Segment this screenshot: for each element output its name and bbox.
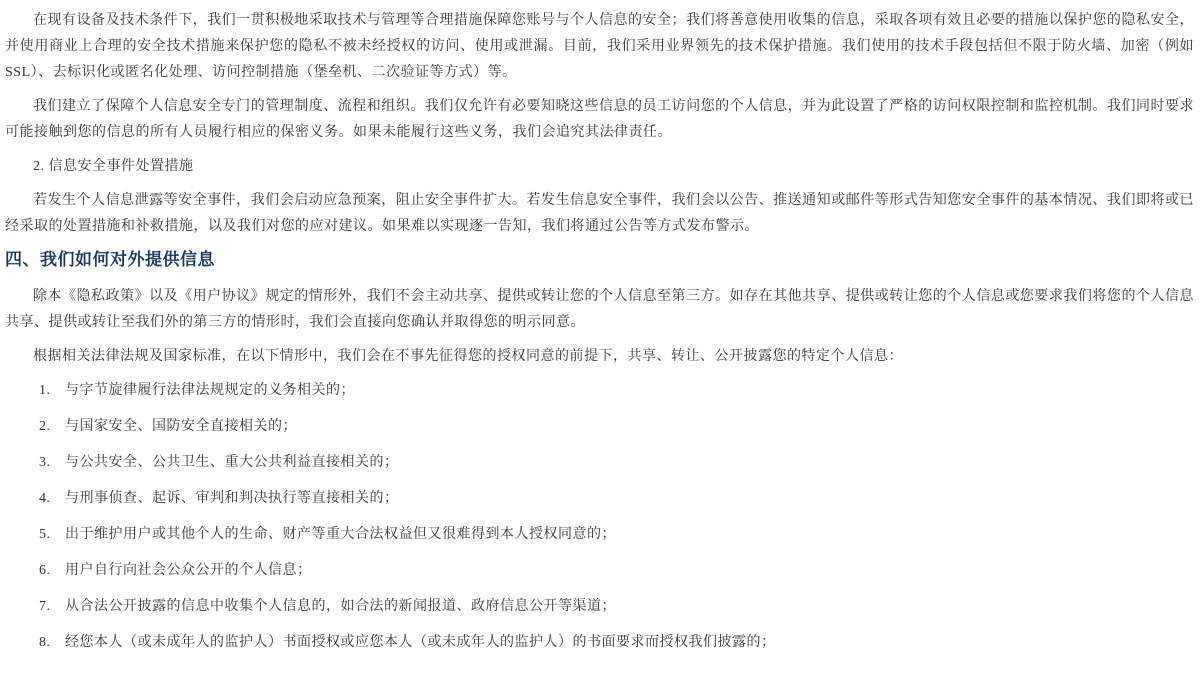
list-item <box>39 414 1194 440</box>
subheading-security-incident: 2. 信息安全事件处置措施 <box>33 159 194 174</box>
list-item <box>39 558 1194 584</box>
paragraph-incident-response: 若发生个人信息泄露等安全事件，我们会启动应急预案，阻止安全事件扩大。若发生信息安全事件，我们会以公告、推送通知或邮件等形式告知您安全事件的基本情况、我们即将或已经采取的处置措施和补救措施，以及我们对您的应对建议。如果难以实现逐一告知，我们将通过公告等方式发布警示。 <box>5 193 1194 234</box>
list-item-text: 用户自行向社会公众公开的个人信息； <box>65 563 312 578</box>
list-item <box>39 450 1194 476</box>
list-item-text: 与字节旋律履行法律法规规定的义务相关的； <box>65 383 355 398</box>
list-item-text: 出于维护用户或其他个人的生命、财产等重大合法权益但又很难得到本人授权同意的； <box>65 527 616 542</box>
section-heading-external-provision: 四、我们如何对外提供信息 <box>5 250 215 269</box>
list-item-number: 2. <box>39 419 51 434</box>
list-item <box>39 522 1194 548</box>
list-item <box>39 630 1194 656</box>
list-item-number: 3. <box>39 455 51 470</box>
list-item <box>39 486 1194 512</box>
list-item-number: 5. <box>39 527 51 542</box>
paragraph-no-active-sharing: 除本《隐私政策》以及《用户协议》规定的情形外，我们不会主动共享、提供或转让您的个人信息至第三方。如存在其他共享、提供或转让您的个人信息或您要求我们将您的个人信息共享、提供或转让至我们外的第三方的情形时，我们会直接向您确认并取得您的明示同意。 <box>5 289 1194 330</box>
list-item-number: 6. <box>39 563 51 578</box>
list-item-number: 8. <box>39 635 51 650</box>
exception-list <box>5 378 1194 656</box>
list-item-text: 与国家安全、国防安全直接相关的； <box>65 419 297 434</box>
list-item <box>39 378 1194 404</box>
paragraph-security-measures: 在现有设备及技术条件下，我们一贯积极地采取技术与管理等合理措施保障您账号与个人信息的安全；我们将善意使用收集的信息，采取各项有效且必要的措施以保护您的隐私安全，并使用商业上合理的安全技术措施来保护您的隐私不被未经授权的访问、使用或泄漏。目前，我们采用业界领先的技术保护措施。我们使用的技术手段包括但不限于防火墙、加密（例如SSL）、去标识化或匿名化处理、访问控制措施（堡垒机、二次验证等方式）等。 <box>5 13 1194 80</box>
list-item-number: 1. <box>39 383 51 398</box>
list-item-text: 与公共安全、公共卫生、重大公共利益直接相关的； <box>65 455 399 470</box>
list-item-text: 与刑事侦查、起诉、审判和判决执行等直接相关的； <box>65 491 399 506</box>
paragraph-management-system: 我们建立了保障个人信息安全专门的管理制度、流程和组织。我们仅允许有必要知晓这些信息的员工访问您的个人信息，并为此设置了严格的访问权限控制和监控机制。我们同时要求可能接触到您的信息的所有人员履行相应的保密义务。如果未能履行这些义务，我们会追究其法律责任。 <box>5 99 1194 140</box>
list-item <box>39 594 1194 620</box>
paragraph-exceptions-intro: 根据相关法律法规及国家标准，在以下情形中，我们会在不事先征得您的授权同意的前提下，共享、转让、公开披露您的特定个人信息： <box>33 349 903 364</box>
list-item-number: 7. <box>39 599 51 614</box>
list-item-text: 经您本人（或未成年人的监护人）书面授权或应您本人（或未成年人的监护人）的书面要求而授权我们披露的； <box>65 635 776 650</box>
list-item-number: 4. <box>39 491 51 506</box>
list-item-text: 从合法公开披露的信息中收集个人信息的，如合法的新闻报道、政府信息公开等渠道； <box>65 599 616 614</box>
